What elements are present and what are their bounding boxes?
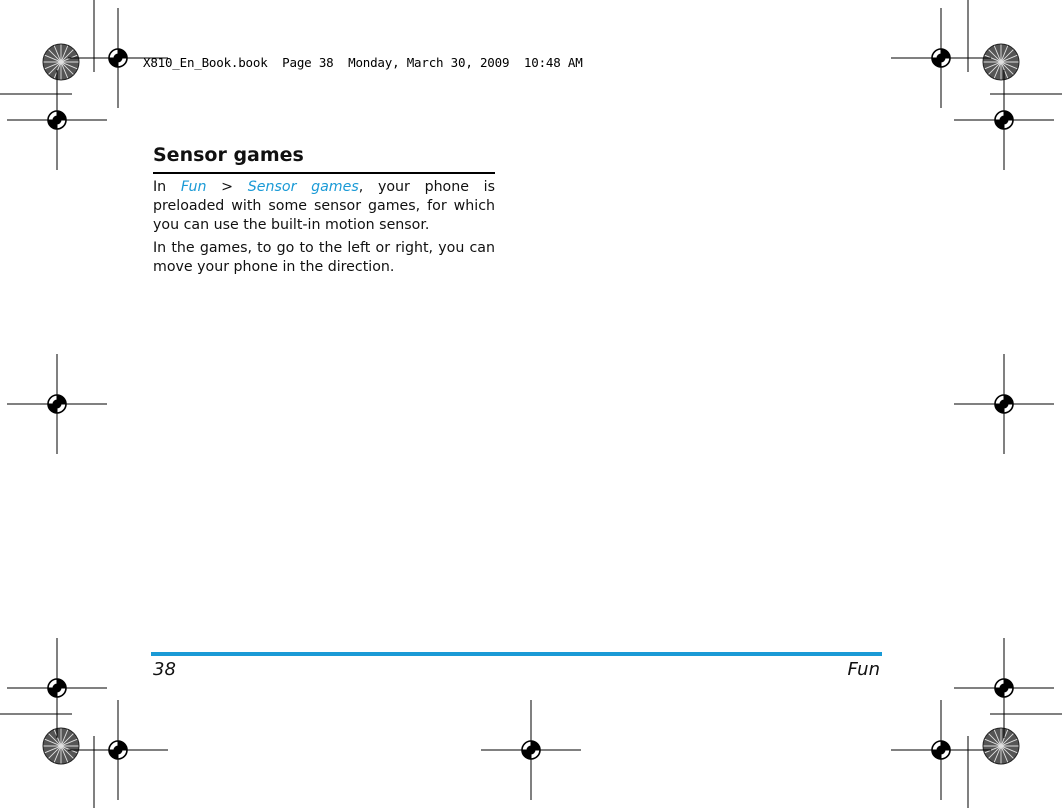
section-title: Sensor games	[153, 144, 304, 166]
crosshair-left-upper	[7, 70, 107, 170]
menu-link-fun[interactable]: Fun	[180, 179, 207, 195]
starburst-top-left	[43, 44, 79, 80]
crosshair-top-right	[891, 8, 991, 108]
chapter-name: Fun	[847, 659, 880, 680]
starburst-bottom-right	[983, 728, 1019, 764]
crosshair-left-middle	[7, 354, 107, 454]
crosshair-right-lower	[954, 638, 1054, 738]
menu-link-sensor-games[interactable]: Sensor games	[247, 179, 359, 195]
crosshair-bottom-left	[68, 700, 168, 800]
starburst-top-right	[983, 44, 1019, 80]
crosshair-bottom-right	[891, 700, 991, 800]
paragraph-intro	[153, 178, 495, 235]
menu-separator: >	[206, 179, 248, 195]
intro-prefix: In	[153, 179, 181, 195]
intro-suffix: , your phone is preloaded with some sensor games, for which you can use the built-in motion sensor.	[153, 179, 495, 233]
crosshair-right-middle	[954, 354, 1054, 454]
crosshair-bottom-center	[481, 700, 581, 800]
footer-rule	[151, 652, 882, 656]
paragraph-instructions: In the games, to go to the left or right, you can move your phone in the direction.	[153, 240, 495, 275]
title-underline	[153, 172, 495, 174]
crosshair-left-lower	[7, 638, 107, 738]
starburst-bottom-left	[43, 728, 79, 764]
crosshair-right-upper	[954, 70, 1054, 170]
print-slug: X810_En_Book.book Page 38 Monday, March 30, 2009 10:48 AM	[143, 55, 583, 70]
page-number: 38	[153, 659, 176, 680]
